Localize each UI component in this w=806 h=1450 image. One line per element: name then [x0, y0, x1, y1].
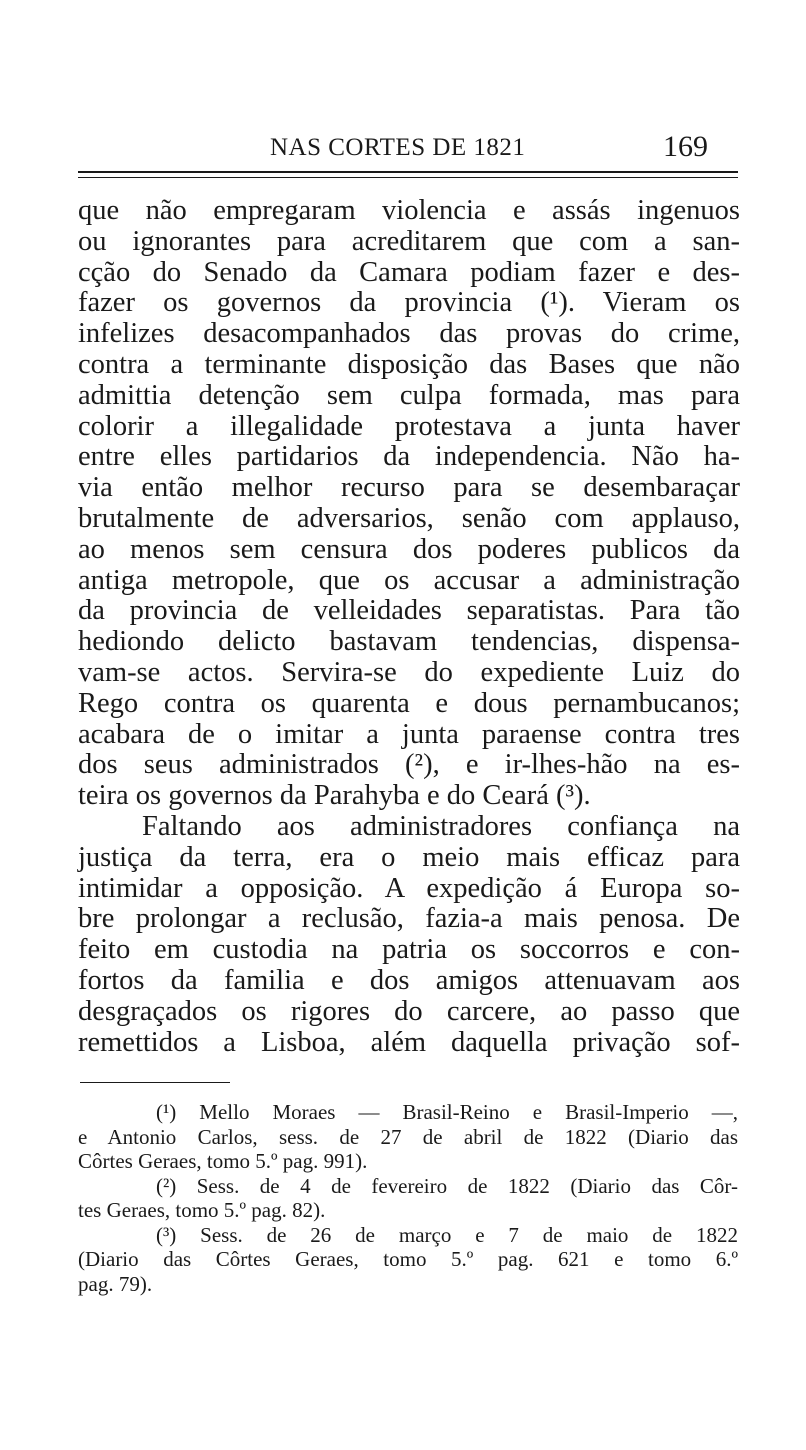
body-line: infelizes desacompanhados das provas do crime, [78, 318, 740, 350]
body-line: colorir a illegalidade protestava a junta haver [78, 410, 740, 442]
footnote-line: (²) Sess. de 4 de fevereiro de 1822 (Diario das Côr- [156, 1173, 738, 1198]
body-line: teira os governos da Parahyba e do Ceará (³). [78, 780, 591, 812]
body-line: via então melhor recurso para se desembaraçar [78, 472, 740, 504]
footnote-line: (³) Sess. de 26 de março e 7 de maio de 1822 [156, 1222, 738, 1247]
footnote-line: e Antonio Carlos, sess. de 27 de abril de 1822 (Diario das [78, 1124, 738, 1149]
body-line: feito em custodia na patria os soccorros e con- [78, 934, 740, 966]
footnote-line: Côrtes Geraes, tomo 5.º pag. 991). [78, 1149, 368, 1173]
body-line: dos seus administrados (²), e ir-lhes-hão na es- [78, 749, 740, 781]
body-line: Rego contra os quarenta e dous pernambucanos; [78, 687, 740, 719]
running-title: NAS CORTES DE 1821 [270, 134, 526, 161]
body-line-paragraph-start: Faltando aos administradores confiança na [142, 810, 740, 842]
header-rule-thick [78, 171, 738, 173]
body-line: bre prolongar a reclusão, fazia-a mais penosa. De [78, 903, 740, 935]
body-line: fortos da familia e dos amigos attenuavam aos [78, 964, 740, 996]
page-number: 169 [663, 130, 708, 163]
body-line: fazer os governos da provincia (¹). Vieram os [78, 287, 740, 319]
body-line: que não empregaram violencia e assás ingenuos [78, 195, 740, 226]
body-line: ao menos sem censura dos poderes publicos da [78, 533, 740, 565]
body-line: brutalmente de adversarios, senão com applauso, [78, 502, 740, 534]
body-text [78, 196, 740, 1058]
body-line: ou ignorantes para acreditarem que com a san- [78, 225, 740, 257]
body-line: intimidar a opposição. A expedição á Europa so- [78, 872, 740, 904]
footnote-line: pag. 79). [78, 1271, 153, 1296]
running-head [78, 126, 738, 170]
body-line: vam-se actos. Servira-se do expediente Luiz do [78, 656, 740, 688]
footnote-line: (Diario das Côrtes Geraes, tomo 5.º pag. 621 e tomo 6.º [78, 1247, 738, 1271]
body-line: antiga metropole, que os accusar a administração [78, 564, 740, 596]
footnote-line: (¹) Mello Moraes — Brasil-Reino e Brasil-Imperio —, [156, 1100, 738, 1124]
body-line: contra a terminante disposição das Bases que não [78, 348, 740, 380]
body-line: remettidos a Lisboa, além daquella privação sof- [78, 1026, 740, 1058]
body-line: cção do Senado da Camara podiam fazer e des- [78, 256, 740, 288]
body-line: hediondo delicto bastavam tendencias, dispensa- [78, 626, 740, 658]
body-line: desgraçados os rigores do carcere, ao passo que [78, 995, 740, 1027]
footnotes [78, 1100, 738, 1296]
body-line: entre elles partidarios da independencia. Não ha- [78, 441, 740, 473]
footnote-line: tes Geraes, tomo 5.º pag. 82). [78, 1198, 326, 1222]
footnote-rule [80, 1082, 230, 1083]
body-line: justiça da terra, era o meio mais efficaz para [78, 841, 740, 873]
body-line: acabara de o imitar a junta paraense contra tres [78, 718, 740, 750]
body-line: da provincia de velleidades separatistas. Para tão [78, 595, 740, 627]
header-rule-thin [78, 177, 738, 178]
body-line: admittia detenção sem culpa formada, mas para [78, 379, 740, 411]
